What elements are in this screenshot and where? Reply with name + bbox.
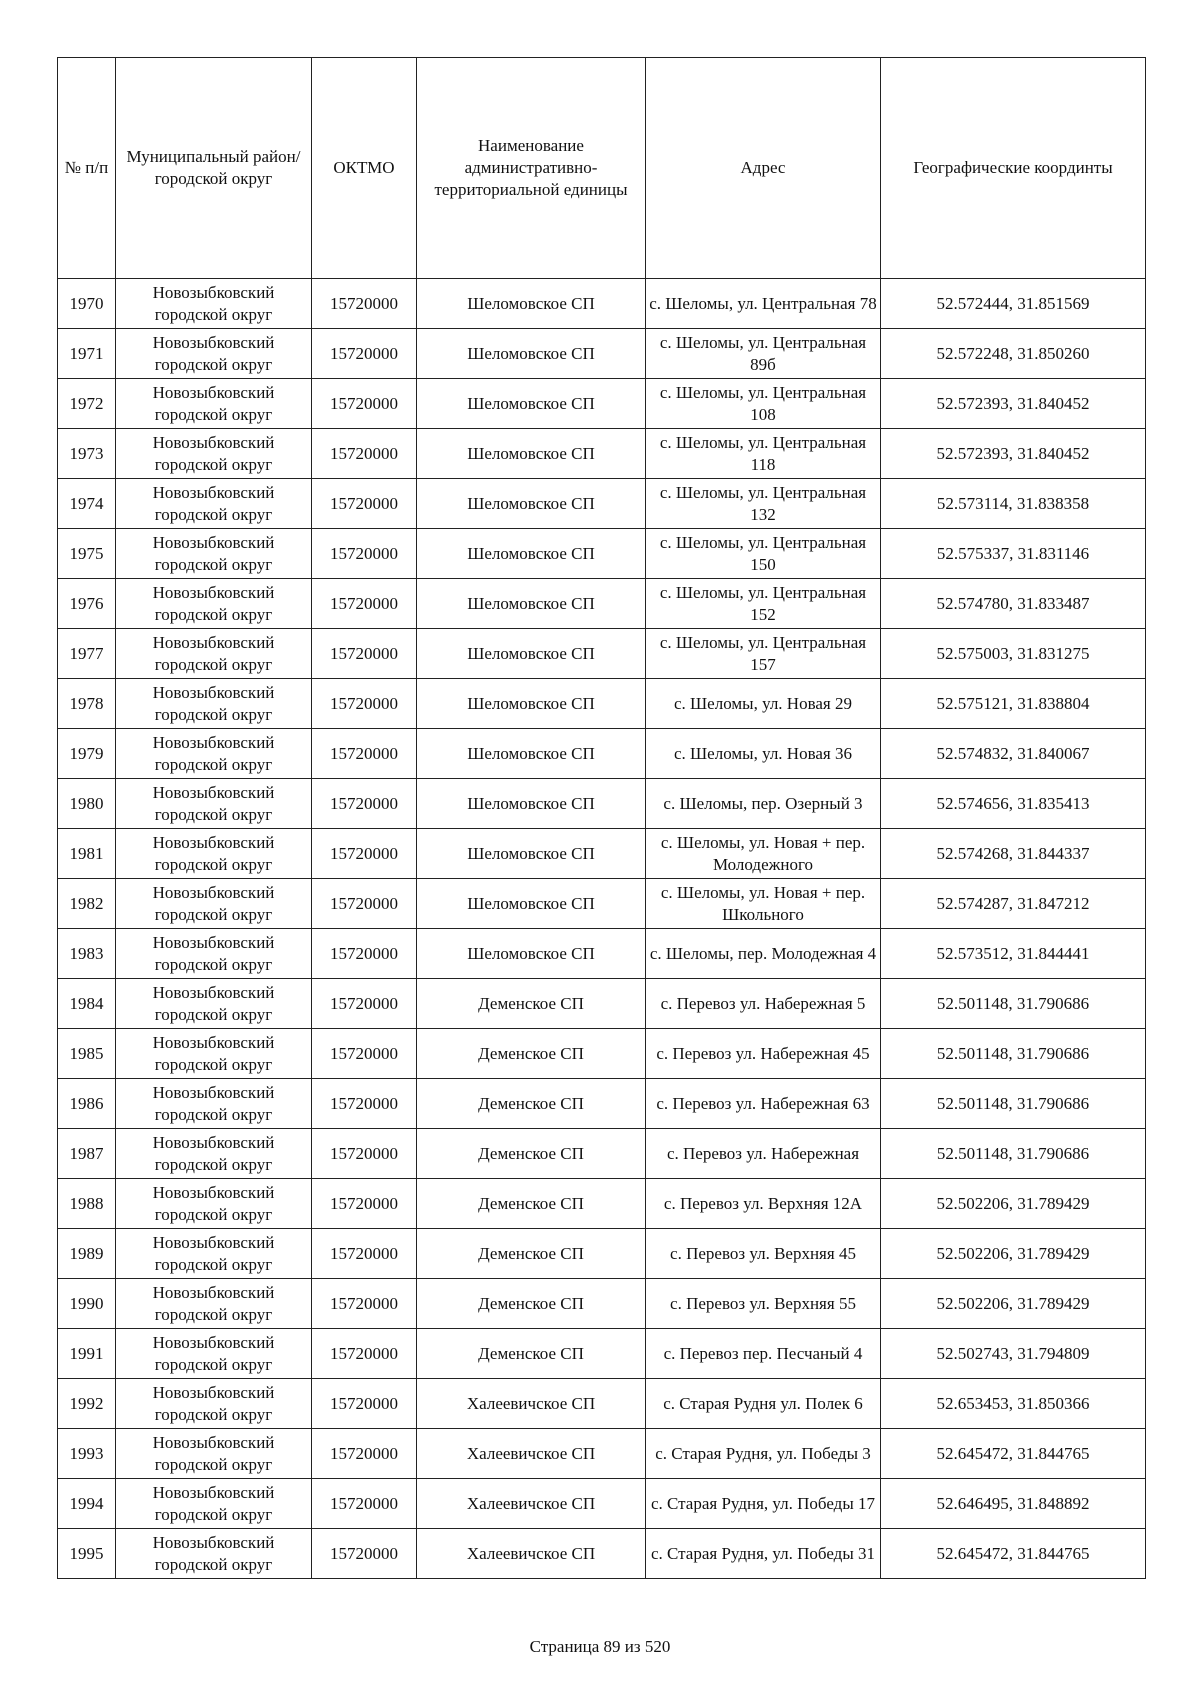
oktmo-cell: 15720000 <box>312 379 417 429</box>
oktmo-cell: 15720000 <box>312 279 417 329</box>
address-cell: с. Шеломы, пер. Озерный 3 <box>646 779 881 829</box>
address-cell: с. Перевоз ул. Набережная 45 <box>646 1029 881 1079</box>
address-cell: с. Шеломы, ул. Новая + пер. Молодежного <box>646 829 881 879</box>
table-row <box>58 279 1146 329</box>
row-number-cell: 1986 <box>58 1079 116 1129</box>
coordinates-cell: 52.573512, 31.844441 <box>881 929 1146 979</box>
row-number-cell: 1979 <box>58 729 116 779</box>
municipality-cell: Новозыбковский городской округ <box>116 579 312 629</box>
address-cell: с. Шеломы, ул. Центральная 108 <box>646 379 881 429</box>
admin-unit-cell: Халеевичское СП <box>417 1429 646 1479</box>
table-row <box>58 1129 1146 1179</box>
municipality-cell: Новозыбковский городской округ <box>116 1379 312 1429</box>
coordinates-cell: 52.574656, 31.835413 <box>881 779 1146 829</box>
admin-unit-cell: Шеломовское СП <box>417 879 646 929</box>
admin-unit-cell: Шеломовское СП <box>417 329 646 379</box>
municipality-cell: Новозыбковский городской округ <box>116 629 312 679</box>
oktmo-cell: 15720000 <box>312 1329 417 1379</box>
header-municipality: Муниципальный район/городской округ <box>116 58 312 279</box>
municipality-cell: Новозыбковский городской округ <box>116 779 312 829</box>
admin-unit-cell: Шеломовское СП <box>417 629 646 679</box>
table-row <box>58 979 1146 1029</box>
admin-unit-cell: Шеломовское СП <box>417 579 646 629</box>
coordinates-cell: 52.502206, 31.789429 <box>881 1179 1146 1229</box>
header-address: Адрес <box>646 58 881 279</box>
table-row <box>58 479 1146 529</box>
admin-unit-cell: Шеломовское СП <box>417 779 646 829</box>
coordinates-cell: 52.501148, 31.790686 <box>881 1029 1146 1079</box>
table-row <box>58 379 1146 429</box>
municipality-cell: Новозыбковский городской округ <box>116 479 312 529</box>
table-row <box>58 1279 1146 1329</box>
admin-unit-cell: Деменское СП <box>417 1179 646 1229</box>
row-number-cell: 1990 <box>58 1279 116 1329</box>
admin-unit-cell: Шеломовское СП <box>417 429 646 479</box>
admin-unit-cell: Деменское СП <box>417 1079 646 1129</box>
municipality-cell: Новозыбковский городской округ <box>116 329 312 379</box>
coordinates-cell: 52.645472, 31.844765 <box>881 1429 1146 1479</box>
admin-unit-cell: Шеломовское СП <box>417 479 646 529</box>
admin-unit-cell: Деменское СП <box>417 1279 646 1329</box>
oktmo-cell: 15720000 <box>312 629 417 679</box>
admin-unit-cell: Шеломовское СП <box>417 279 646 329</box>
table-row <box>58 1329 1146 1379</box>
admin-unit-cell: Шеломовское СП <box>417 929 646 979</box>
address-cell: с. Старая Рудня, ул. Победы 3 <box>646 1429 881 1479</box>
header-oktmo: ОКТМО <box>312 58 417 279</box>
table-row <box>58 929 1146 979</box>
address-cell: с. Шеломы, пер. Молодежная 4 <box>646 929 881 979</box>
oktmo-cell: 15720000 <box>312 1029 417 1079</box>
table-row <box>58 1379 1146 1429</box>
municipality-cell: Новозыбковский городской округ <box>116 1329 312 1379</box>
coordinates-cell: 52.572393, 31.840452 <box>881 379 1146 429</box>
coordinates-cell: 52.574287, 31.847212 <box>881 879 1146 929</box>
admin-unit-cell: Шеломовское СП <box>417 679 646 729</box>
municipality-cell: Новозыбковский городской округ <box>116 379 312 429</box>
admin-unit-cell: Шеломовское СП <box>417 529 646 579</box>
header-number: № п/п <box>58 58 116 279</box>
table-row <box>58 329 1146 379</box>
municipality-cell: Новозыбковский городской округ <box>116 429 312 479</box>
table-row <box>58 679 1146 729</box>
address-cell: с. Перевоз пер. Песчаный 4 <box>646 1329 881 1379</box>
admin-unit-cell: Халеевичское СП <box>417 1479 646 1529</box>
row-number-cell: 1976 <box>58 579 116 629</box>
row-number-cell: 1980 <box>58 779 116 829</box>
oktmo-cell: 15720000 <box>312 1229 417 1279</box>
row-number-cell: 1973 <box>58 429 116 479</box>
table-row <box>58 879 1146 929</box>
oktmo-cell: 15720000 <box>312 1429 417 1479</box>
row-number-cell: 1988 <box>58 1179 116 1229</box>
coordinates-cell: 52.575121, 31.838804 <box>881 679 1146 729</box>
table-row <box>58 429 1146 479</box>
row-number-cell: 1978 <box>58 679 116 729</box>
municipality-cell: Новозыбковский городской округ <box>116 879 312 929</box>
oktmo-cell: 15720000 <box>312 1129 417 1179</box>
oktmo-cell: 15720000 <box>312 929 417 979</box>
table-row <box>58 829 1146 879</box>
municipality-cell: Новозыбковский городской округ <box>116 829 312 879</box>
table-row <box>58 1079 1146 1129</box>
coordinates-cell: 52.501148, 31.790686 <box>881 1079 1146 1129</box>
oktmo-cell: 15720000 <box>312 679 417 729</box>
municipality-cell: Новозыбковский городской округ <box>116 1229 312 1279</box>
table-row <box>58 529 1146 579</box>
admin-unit-cell: Шеломовское СП <box>417 829 646 879</box>
row-number-cell: 1989 <box>58 1229 116 1279</box>
municipality-cell: Новозыбковский городской округ <box>116 1029 312 1079</box>
row-number-cell: 1987 <box>58 1129 116 1179</box>
coordinates-cell: 52.575337, 31.831146 <box>881 529 1146 579</box>
address-cell: с. Старая Рудня, ул. Победы 17 <box>646 1479 881 1529</box>
address-cell: с. Шеломы, ул. Новая 36 <box>646 729 881 779</box>
table-row <box>58 779 1146 829</box>
admin-unit-cell: Деменское СП <box>417 1029 646 1079</box>
oktmo-cell: 15720000 <box>312 1379 417 1429</box>
address-cell: с. Шеломы, ул. Центральная 78 <box>646 279 881 329</box>
oktmo-cell: 15720000 <box>312 879 417 929</box>
admin-unit-cell: Шеломовское СП <box>417 379 646 429</box>
table-row <box>58 1529 1146 1579</box>
oktmo-cell: 15720000 <box>312 579 417 629</box>
coordinates-cell: 52.574780, 31.833487 <box>881 579 1146 629</box>
coordinates-cell: 52.572393, 31.840452 <box>881 429 1146 479</box>
municipality-cell: Новозыбковский городской округ <box>116 929 312 979</box>
municipality-cell: Новозыбковский городской округ <box>116 529 312 579</box>
municipality-cell: Новозыбковский городской округ <box>116 1179 312 1229</box>
municipality-cell: Новозыбковский городской округ <box>116 1129 312 1179</box>
coordinates-cell: 52.502206, 31.789429 <box>881 1279 1146 1329</box>
municipality-cell: Новозыбковский городской округ <box>116 1479 312 1529</box>
row-number-cell: 1971 <box>58 329 116 379</box>
address-cell: с. Перевоз ул. Набережная 5 <box>646 979 881 1029</box>
oktmo-cell: 15720000 <box>312 1479 417 1529</box>
address-cell: с. Перевоз ул. Набережная <box>646 1129 881 1179</box>
oktmo-cell: 15720000 <box>312 779 417 829</box>
page-footer: Страница 89 из 520 <box>529 1637 671 1656</box>
row-number-cell: 1970 <box>58 279 116 329</box>
oktmo-cell: 15720000 <box>312 479 417 529</box>
table-row <box>58 729 1146 779</box>
oktmo-cell: 15720000 <box>312 1079 417 1129</box>
municipality-cell: Новозыбковский городской округ <box>116 679 312 729</box>
row-number-cell: 1991 <box>58 1329 116 1379</box>
row-number-cell: 1994 <box>58 1479 116 1529</box>
municipality-cell: Новозыбковский городской округ <box>116 1079 312 1129</box>
oktmo-cell: 15720000 <box>312 1279 417 1329</box>
coordinates-cell: 52.646495, 31.848892 <box>881 1479 1146 1529</box>
address-cell: с. Шеломы, ул. Центральная 132 <box>646 479 881 529</box>
coordinates-cell: 52.501148, 31.790686 <box>881 979 1146 1029</box>
address-cell: с. Шеломы, ул. Центральная 152 <box>646 579 881 629</box>
table-row <box>58 1429 1146 1479</box>
municipality-cell: Новозыбковский городской округ <box>116 279 312 329</box>
admin-unit-cell: Шеломовское СП <box>417 729 646 779</box>
coordinates-cell: 52.502206, 31.789429 <box>881 1229 1146 1279</box>
oktmo-cell: 15720000 <box>312 1179 417 1229</box>
header-admin-unit: Наименование административно-территориальной единицы <box>417 58 646 279</box>
address-cell: с. Старая Рудня ул. Полек 6 <box>646 1379 881 1429</box>
municipality-cell: Новозыбковский городской округ <box>116 1279 312 1329</box>
coordinates-cell: 52.574268, 31.844337 <box>881 829 1146 879</box>
admin-unit-cell: Деменское СП <box>417 1129 646 1179</box>
address-cell: с. Перевоз ул. Верхняя 12А <box>646 1179 881 1229</box>
oktmo-cell: 15720000 <box>312 829 417 879</box>
address-cell: с. Шеломы, ул. Новая + пер. Школьного <box>646 879 881 929</box>
coordinates-cell: 52.575003, 31.831275 <box>881 629 1146 679</box>
row-number-cell: 1993 <box>58 1429 116 1479</box>
address-cell: с. Шеломы, ул. Центральная 157 <box>646 629 881 679</box>
table-row <box>58 579 1146 629</box>
oktmo-cell: 15720000 <box>312 329 417 379</box>
municipality-cell: Новозыбковский городской округ <box>116 1529 312 1579</box>
coordinates-cell: 52.501148, 31.790686 <box>881 1129 1146 1179</box>
row-number-cell: 1974 <box>58 479 116 529</box>
oktmo-cell: 15720000 <box>312 429 417 479</box>
coordinates-cell: 52.572248, 31.850260 <box>881 329 1146 379</box>
address-cell: с. Старая Рудня, ул. Победы 31 <box>646 1529 881 1579</box>
table-row <box>58 1229 1146 1279</box>
address-cell: с. Шеломы, ул. Центральная 89б <box>646 329 881 379</box>
row-number-cell: 1992 <box>58 1379 116 1429</box>
admin-unit-cell: Деменское СП <box>417 1229 646 1279</box>
table-row <box>58 629 1146 679</box>
coordinates-cell: 52.653453, 31.850366 <box>881 1379 1146 1429</box>
coordinates-cell: 52.573114, 31.838358 <box>881 479 1146 529</box>
coordinates-cell: 52.502743, 31.794809 <box>881 1329 1146 1379</box>
row-number-cell: 1972 <box>58 379 116 429</box>
data-table <box>57 57 1146 1579</box>
row-number-cell: 1995 <box>58 1529 116 1579</box>
table-body <box>58 279 1146 1579</box>
admin-unit-cell: Деменское СП <box>417 979 646 1029</box>
oktmo-cell: 15720000 <box>312 729 417 779</box>
oktmo-cell: 15720000 <box>312 1529 417 1579</box>
admin-unit-cell: Халеевичское СП <box>417 1529 646 1579</box>
coordinates-cell: 52.645472, 31.844765 <box>881 1529 1146 1579</box>
table-row <box>58 1179 1146 1229</box>
row-number-cell: 1975 <box>58 529 116 579</box>
row-number-cell: 1984 <box>58 979 116 1029</box>
admin-unit-cell: Халеевичское СП <box>417 1379 646 1429</box>
address-cell: с. Перевоз ул. Верхняя 55 <box>646 1279 881 1329</box>
table-row <box>58 1029 1146 1079</box>
coordinates-cell: 52.574832, 31.840067 <box>881 729 1146 779</box>
address-cell: с. Шеломы, ул. Центральная 118 <box>646 429 881 479</box>
header-row <box>58 58 1146 279</box>
row-number-cell: 1985 <box>58 1029 116 1079</box>
row-number-cell: 1977 <box>58 629 116 679</box>
header-coordinates: Географические координты <box>881 58 1146 279</box>
row-number-cell: 1981 <box>58 829 116 879</box>
row-number-cell: 1982 <box>58 879 116 929</box>
table-row <box>58 1479 1146 1529</box>
municipality-cell: Новозыбковский городской округ <box>116 729 312 779</box>
address-cell: с. Перевоз ул. Набережная 63 <box>646 1079 881 1129</box>
row-number-cell: 1983 <box>58 929 116 979</box>
address-cell: с. Шеломы, ул. Центральная 150 <box>646 529 881 579</box>
address-cell: с. Шеломы, ул. Новая 29 <box>646 679 881 729</box>
oktmo-cell: 15720000 <box>312 529 417 579</box>
address-cell: с. Перевоз ул. Верхняя 45 <box>646 1229 881 1279</box>
oktmo-cell: 15720000 <box>312 979 417 1029</box>
admin-unit-cell: Деменское СП <box>417 1329 646 1379</box>
municipality-cell: Новозыбковский городской округ <box>116 1429 312 1479</box>
municipality-cell: Новозыбковский городской округ <box>116 979 312 1029</box>
coordinates-cell: 52.572444, 31.851569 <box>881 279 1146 329</box>
